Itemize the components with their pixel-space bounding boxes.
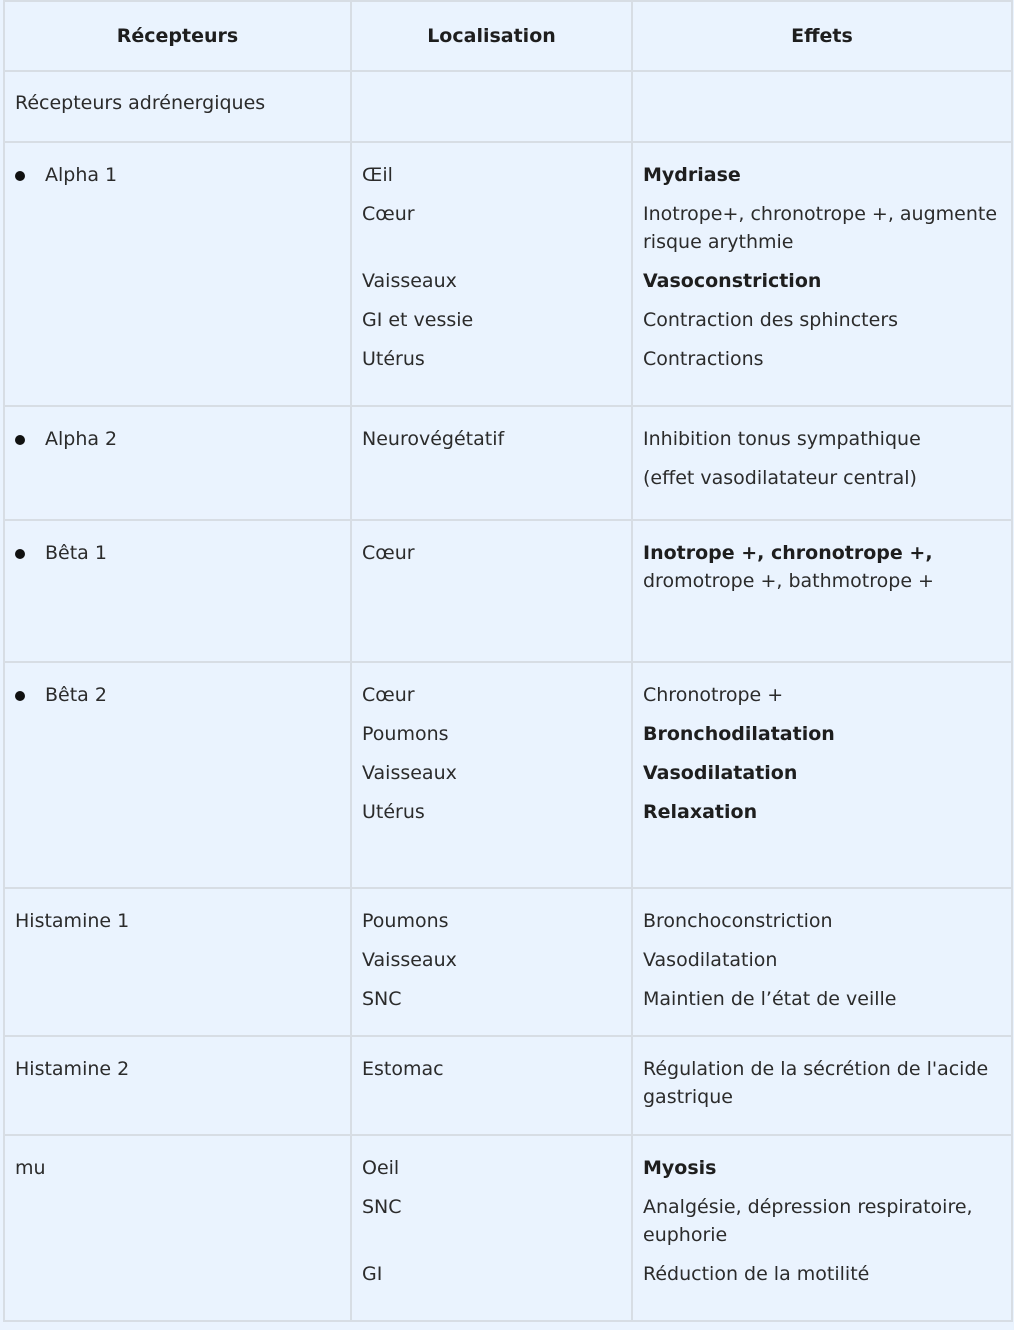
effect-item: Inotrope+, chronotrope +, augmente risque arythmie xyxy=(643,203,998,253)
effect-item: Bronchoconstriction xyxy=(643,910,833,932)
location-item: GI et vessie xyxy=(362,309,474,331)
location-item: Œil xyxy=(362,164,393,186)
location-cell xyxy=(351,888,632,1036)
header-receptors: Récepteurs xyxy=(4,1,351,71)
effect-item: Réduction de la motilité xyxy=(643,1263,870,1285)
effects-cell xyxy=(632,888,1012,1036)
receptor-table xyxy=(3,0,1013,1322)
receptor-cell xyxy=(4,662,351,888)
effects-cell xyxy=(632,520,1012,662)
receptor-cell xyxy=(4,406,351,520)
location-item: Cœur xyxy=(362,203,415,225)
receptor-cell xyxy=(4,142,351,406)
bullet-icon xyxy=(15,691,25,701)
receptor-label: Bêta 2 xyxy=(45,684,107,706)
effect-item: Contractions xyxy=(643,348,764,370)
location-item: Vaisseaux xyxy=(362,949,457,971)
effects-cell xyxy=(632,406,1012,520)
effect-item: Vasoconstriction xyxy=(643,270,822,292)
effects-cell xyxy=(632,71,1012,142)
effect-item: Bronchodilatation xyxy=(643,723,835,745)
effect-item: Mydriase xyxy=(643,164,741,186)
effect-item: Maintien de l’état de veille xyxy=(643,988,897,1010)
table-row-histamine2 xyxy=(4,1036,1012,1135)
effect-item: Analgésie, dépression respiratoire, euphorie xyxy=(643,1196,973,1246)
receptor-cell xyxy=(4,520,351,662)
table-row-adrenergic xyxy=(4,71,1012,142)
receptor-label: mu xyxy=(15,1157,46,1179)
effects-cell xyxy=(632,142,1012,406)
location-cell xyxy=(351,1036,632,1135)
receptor-cell xyxy=(4,1036,351,1135)
location-cell xyxy=(351,1135,632,1321)
location-item: Neurovégétatif xyxy=(362,428,505,450)
location-item: Cœur xyxy=(362,684,415,706)
effect-item xyxy=(643,539,1001,595)
location-cell xyxy=(351,662,632,888)
header-location: Localisation xyxy=(351,1,632,71)
location-item: Poumons xyxy=(362,723,449,745)
effects-cell xyxy=(632,1135,1012,1321)
receptor-label: Histamine 1 xyxy=(15,910,130,932)
effect-item: Vasodilatation xyxy=(643,949,778,971)
receptor-label: Bêta 1 xyxy=(45,542,107,564)
effect-item: Chronotrope + xyxy=(643,684,784,706)
location-cell xyxy=(351,142,632,406)
effects-cell xyxy=(632,662,1012,888)
location-item: Vaisseaux xyxy=(362,270,457,292)
table-row-histamine1 xyxy=(4,888,1012,1036)
header-row xyxy=(4,1,1012,71)
receptor-cell xyxy=(4,71,351,142)
bullet-icon xyxy=(15,549,25,559)
location-item: SNC xyxy=(362,1196,402,1218)
receptor-label: Alpha 2 xyxy=(45,428,118,450)
effect-item: Contraction des sphincters xyxy=(643,309,899,331)
bullet-icon xyxy=(15,171,25,181)
table-row-alpha1 xyxy=(4,142,1012,406)
location-item: Oeil xyxy=(362,1157,400,1179)
receptor-cell xyxy=(4,888,351,1036)
location-item: Poumons xyxy=(362,910,449,932)
bullet-icon xyxy=(15,435,25,445)
effect-item: (effet vasodilatateur central) xyxy=(643,467,917,489)
location-item: Utérus xyxy=(362,348,425,370)
receptor-label: Histamine 2 xyxy=(15,1058,130,1080)
table-row-mu xyxy=(4,1135,1012,1321)
receptor-label: Alpha 1 xyxy=(45,164,118,186)
location-item: SNC xyxy=(362,988,402,1010)
effect-bold-part: Inotrope +, chronotrope +, xyxy=(643,542,933,564)
effect-item: Myosis xyxy=(643,1157,717,1179)
effect-rest-part: dromotrope +, bathmotrope + xyxy=(643,570,934,592)
location-cell xyxy=(351,406,632,520)
location-item: Vaisseaux xyxy=(362,762,457,784)
location-cell xyxy=(351,71,632,142)
header-effects: Effets xyxy=(632,1,1012,71)
location-item: Utérus xyxy=(362,801,425,823)
location-item: Cœur xyxy=(362,542,415,564)
receptor-cell xyxy=(4,1135,351,1321)
receptor-label: Récepteurs adrénergiques xyxy=(15,92,266,114)
table-row-beta2 xyxy=(4,662,1012,888)
table-row-alpha2 xyxy=(4,406,1012,520)
effect-item: Inhibition tonus sympathique xyxy=(643,428,921,450)
effect-item: Régulation de la sécrétion de l'acide gastrique xyxy=(643,1058,989,1108)
location-cell xyxy=(351,520,632,662)
effect-item: Relaxation xyxy=(643,801,758,823)
effects-cell xyxy=(632,1036,1012,1135)
location-item: Estomac xyxy=(362,1058,444,1080)
table-row-beta1 xyxy=(4,520,1012,662)
effect-item: Vasodilatation xyxy=(643,762,798,784)
location-item: GI xyxy=(362,1263,383,1285)
